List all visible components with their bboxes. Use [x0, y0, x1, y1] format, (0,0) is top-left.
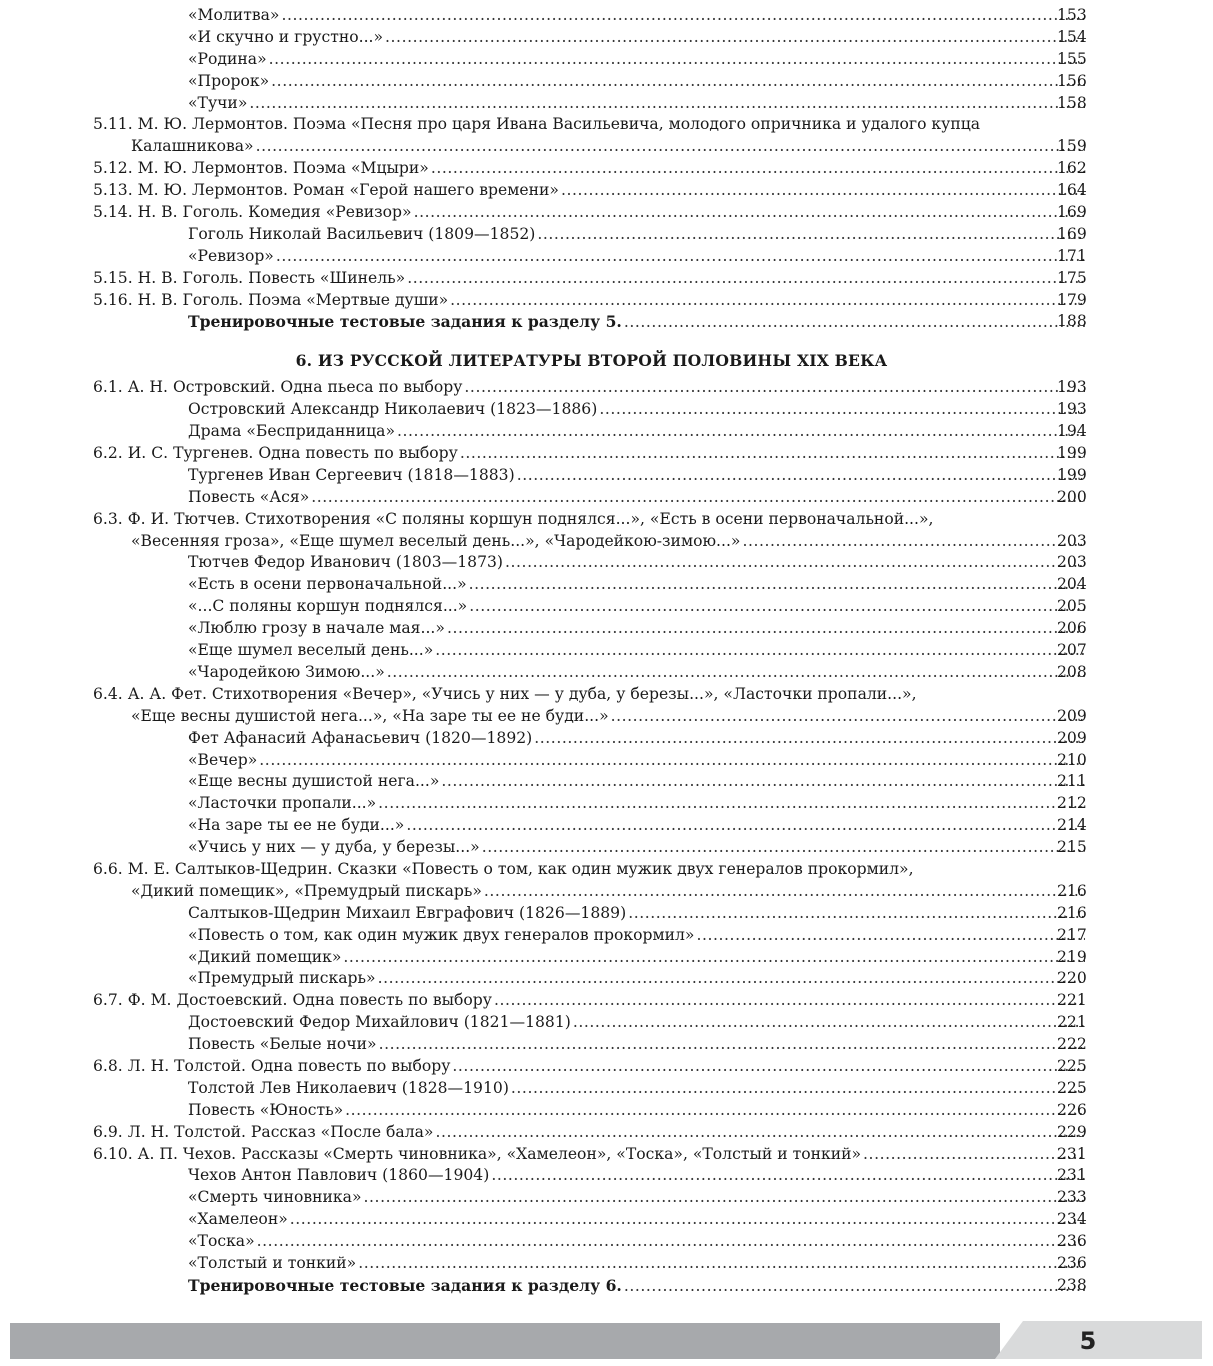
toc-dot-leader — [249, 93, 1085, 115]
toc-entry-page: 203 — [1057, 553, 1087, 572]
toc-entry — [0, 1034, 1213, 1056]
toc-dot-leader — [696, 925, 1085, 947]
toc-entry-page: 194 — [1057, 422, 1087, 441]
toc-dot-leader — [460, 443, 1085, 465]
toc-entry-title: «Дикий помещик», «Премудрый пискарь» — [131, 881, 482, 900]
toc-entry-title: «Есть в осени первоначальной...» — [188, 575, 467, 594]
toc-entry — [0, 180, 1213, 202]
toc-entry-page: 215 — [1057, 838, 1087, 857]
toc-entry-page: 226 — [1057, 1100, 1087, 1119]
toc-entry — [0, 5, 1213, 27]
toc-entry-page: 203 — [1057, 531, 1087, 550]
toc-entry-title: 5.15. Н. В. Гоголь. Повесть «Шинель» — [93, 268, 406, 287]
toc-entry-title: «Повесть о том, как один мужик двух генералов прокормил» — [188, 925, 695, 944]
toc-dot-leader — [385, 27, 1085, 49]
toc-dot-leader — [407, 268, 1085, 290]
toc-entry — [0, 771, 1213, 793]
toc-section-5-entries — [0, 5, 1213, 333]
toc-dot-leader — [464, 377, 1085, 399]
toc-entry — [0, 71, 1213, 93]
toc-entry-title: 6.9. Л. Н. Толстой. Рассказ «После бала» — [93, 1122, 434, 1141]
toc-entry-page: 205 — [1057, 597, 1087, 616]
toc-entry — [0, 881, 1213, 903]
toc-entry — [0, 903, 1213, 925]
toc-dot-leader — [343, 947, 1085, 969]
toc-dot-leader — [628, 903, 1085, 925]
toc-dot-leader — [364, 1187, 1085, 1209]
page-number: 5 — [1079, 1327, 1097, 1355]
toc-dot-leader — [450, 290, 1085, 312]
toc-dot-leader — [259, 750, 1085, 772]
page-footer — [0, 1321, 1213, 1361]
toc-section-6-entries — [0, 377, 1213, 1296]
toc-entry — [0, 837, 1213, 859]
toc-entry-page: 220 — [1057, 969, 1087, 988]
toc-dot-leader — [447, 618, 1085, 640]
toc-entry-title: «И скучно и грустно...» — [188, 27, 384, 46]
toc-entry — [0, 290, 1213, 312]
toc-dot-leader — [290, 1209, 1085, 1231]
toc-dot-leader — [435, 1122, 1085, 1144]
toc-entry-page: 231 — [1057, 1144, 1087, 1163]
toc-entry-page: 238 — [1057, 1275, 1087, 1294]
toc-dot-leader — [378, 968, 1085, 990]
toc-entry — [0, 706, 1213, 728]
toc-dot-leader — [863, 1144, 1085, 1166]
toc-dot-leader — [624, 312, 1085, 334]
toc-dot-leader — [271, 71, 1085, 93]
toc-entry-page: 171 — [1057, 246, 1087, 265]
toc-entry-page: 236 — [1057, 1253, 1087, 1272]
toc-entry — [0, 509, 1213, 531]
toc-entry — [0, 859, 1213, 881]
toc-entry — [0, 925, 1213, 947]
toc-entry-title: Чехов Антон Павлович (1860—1904) — [188, 1166, 490, 1185]
toc-entry — [0, 662, 1213, 684]
toc-entry — [0, 574, 1213, 596]
toc-entry-title: «Вечер» — [188, 750, 258, 769]
toc-dot-leader — [599, 399, 1085, 421]
toc-entry-page: 175 — [1057, 268, 1087, 287]
toc-entry-title: Островский Александр Николаевич (1823—1886) — [188, 400, 598, 419]
toc-entry-title: Достоевский Федор Михайлович (1821—1881) — [188, 1013, 571, 1032]
toc-entry-page: 169 — [1057, 203, 1087, 222]
toc-entry-title: «Дикий помещик» — [188, 947, 342, 966]
toc-entry-page: 207 — [1057, 641, 1087, 660]
toc-dot-leader — [406, 815, 1085, 837]
toc-dot-leader — [505, 552, 1085, 574]
toc-entry-title: 6.4. А. А. Фет. Стихотворения «Вечер», «Учись у них — у дуба, у березы...», «Ласточки пропали...», — [93, 684, 917, 703]
toc-entry-page: 209 — [1057, 706, 1087, 725]
toc-entry — [0, 1078, 1213, 1100]
toc-entry-page: 222 — [1057, 1035, 1087, 1054]
toc-entry — [0, 1209, 1213, 1231]
toc-entry-page: 199 — [1057, 465, 1087, 484]
toc-dot-leader — [276, 246, 1085, 268]
toc-dot-leader — [345, 1100, 1085, 1122]
toc-dot-leader — [311, 487, 1085, 509]
toc-entry-page: 154 — [1057, 27, 1087, 46]
toc-entry — [0, 1231, 1213, 1253]
toc-entry-page: 231 — [1057, 1166, 1087, 1185]
toc-dot-leader — [441, 771, 1085, 793]
toc-dot-leader — [281, 5, 1085, 27]
toc-dot-leader — [511, 1078, 1085, 1100]
toc-entry-page: 193 — [1057, 400, 1087, 419]
toc-entry-title: «Родина» — [188, 49, 267, 68]
toc-entry — [0, 1187, 1213, 1209]
toc-entry — [0, 377, 1213, 399]
toc-entry — [0, 750, 1213, 772]
toc-entry — [0, 1056, 1213, 1078]
toc-entry-page: 211 — [1057, 772, 1087, 791]
toc-entry-page: 212 — [1057, 794, 1087, 813]
toc-dot-leader — [256, 136, 1085, 158]
toc-dot-leader — [573, 1012, 1085, 1034]
toc-entry-title: «Тучи» — [188, 93, 248, 112]
toc-entry — [0, 968, 1213, 990]
toc-entry — [0, 158, 1213, 180]
toc-entry-title: 6.8. Л. Н. Толстой. Одна повесть по выбору — [93, 1056, 451, 1075]
toc-dot-leader — [611, 706, 1085, 728]
toc-dot-leader — [387, 662, 1085, 684]
toc-entry-title: Гоголь Николай Васильевич (1809—1852) — [188, 224, 536, 243]
toc-entry-title: «Ревизор» — [188, 246, 274, 265]
toc-dot-leader — [397, 421, 1085, 443]
toc-entry-title: «Еще шумел веселый день...» — [188, 641, 434, 660]
toc-dot-leader — [469, 574, 1085, 596]
toc-entry — [0, 487, 1213, 509]
toc-dot-leader — [494, 990, 1085, 1012]
toc-entry-page: 200 — [1057, 487, 1087, 506]
toc-entry-title: Драма «Бесприданница» — [188, 422, 396, 441]
toc-entry — [0, 728, 1213, 750]
toc-dot-leader — [537, 224, 1085, 246]
toc-entry-title: Тренировочные тестовые задания к разделу 5. — [188, 312, 622, 332]
toc-entry-page: 217 — [1057, 925, 1087, 944]
toc-entry-page: 229 — [1057, 1122, 1087, 1141]
toc-entry-page: 219 — [1057, 947, 1087, 966]
toc-entry — [0, 1275, 1213, 1297]
toc-dot-leader — [257, 1231, 1085, 1253]
toc-entry-page: 162 — [1057, 159, 1087, 178]
toc-dot-leader — [378, 793, 1085, 815]
toc-entry-title: «Учись у них — у дуба, у березы...» — [188, 838, 480, 857]
toc-entry — [0, 246, 1213, 268]
toc-dot-leader — [624, 1276, 1085, 1298]
toc-entry — [0, 114, 1213, 136]
toc-entry-title: Повесть «Юность» — [188, 1100, 344, 1119]
toc-entry — [0, 399, 1213, 421]
toc-dot-leader — [561, 180, 1085, 202]
toc-entry-title: 6.3. Ф. И. Тютчев. Стихотворения «С поляны коршун поднялся...», «Есть в осени первоначальной...», — [93, 509, 934, 528]
toc-entry-page: 164 — [1057, 181, 1087, 200]
toc-entry-title: Фет Афанасий Афанасьевич (1820—1892) — [188, 728, 533, 747]
toc-entry-title: 5.11. М. Ю. Лермонтов. Поэма «Песня про царя Ивана Васильевича, молодого опричника и удалого купца — [93, 115, 981, 134]
toc-entry-title: Толстой Лев Николаевич (1828—1910) — [188, 1078, 509, 1097]
toc-entry-title: «Еще весны душистой нега...» — [188, 772, 440, 791]
toc-entry — [0, 684, 1213, 706]
toc-entry — [0, 224, 1213, 246]
toc-entry — [0, 1100, 1213, 1122]
toc-entry — [0, 1253, 1213, 1275]
toc-entry-title: 6.7. Ф. М. Достоевский. Одна повесть по выбору — [93, 991, 492, 1010]
toc-entry-page: 214 — [1057, 816, 1087, 835]
toc-entry-page: 221 — [1057, 1013, 1087, 1032]
toc-entry — [0, 93, 1213, 115]
toc-entry-title: 6.6. М. Е. Салтыков-Щедрин. Сказки «Повесть о том, как один мужик двух генералов прокормил», — [93, 859, 914, 878]
toc-entry — [0, 49, 1213, 71]
toc-dot-leader — [469, 596, 1085, 618]
toc-entry-title: «Еще весны душистой нега...», «На заре ты ее не буди...» — [131, 706, 609, 725]
toc-entry-title: 5.13. М. Ю. Лермонтов. Роман «Герой нашего времени» — [93, 181, 559, 200]
toc-dot-leader — [517, 465, 1085, 487]
toc-entry — [0, 136, 1213, 158]
toc-entry-title: 5.12. М. Ю. Лермонтов. Поэма «Мцыри» — [93, 159, 429, 178]
toc-entry-page: 153 — [1057, 6, 1087, 24]
toc-entry-page: 221 — [1057, 991, 1087, 1010]
toc-dot-leader — [358, 1253, 1085, 1275]
toc-entry-page: 209 — [1057, 728, 1087, 747]
toc-entry-page: 199 — [1057, 444, 1087, 463]
toc-entry-title: 6.1. А. Н. Островский. Одна пьеса по выбору — [93, 378, 463, 397]
toc-entry — [0, 552, 1213, 574]
toc-entry-title: «Смерть чиновника» — [188, 1188, 362, 1207]
toc-entry — [0, 27, 1213, 49]
toc-entry-title: Повесть «Ася» — [188, 487, 310, 506]
toc-entry-page: 210 — [1057, 750, 1087, 769]
toc-dot-leader — [269, 49, 1085, 71]
toc-entry — [0, 596, 1213, 618]
toc-entry-page: 225 — [1057, 1078, 1087, 1097]
toc-entry-title: «Пророк» — [188, 71, 270, 90]
toc-entry — [0, 531, 1213, 553]
section-heading: 6. ИЗ РУССКОЙ ЛИТЕРАТУРЫ ВТОРОЙ ПОЛОВИНЫ XIX ВЕКА — [295, 351, 888, 371]
toc-entry-title: «Ласточки пропали...» — [188, 794, 377, 813]
toc-entry-title: «Хамелеон» — [188, 1210, 288, 1229]
toc-dot-leader — [742, 531, 1085, 553]
toc-entry-title: «Толстый и тонкий» — [188, 1253, 357, 1272]
table-of-contents — [0, 5, 1213, 1297]
toc-entry-title: «На заре ты ее не буди...» — [188, 816, 405, 835]
toc-entry — [0, 815, 1213, 837]
toc-entry-page: 158 — [1057, 93, 1087, 112]
toc-entry-page: 216 — [1057, 881, 1087, 900]
toc-entry-page: 155 — [1057, 49, 1087, 68]
toc-entry-title: Салтыков-Щедрин Михаил Евграфович (1826—1889) — [188, 903, 627, 922]
toc-entry-page: 204 — [1057, 575, 1087, 594]
toc-dot-leader — [431, 158, 1085, 180]
toc-entry-page: 216 — [1057, 903, 1087, 922]
toc-dot-leader — [534, 728, 1085, 750]
toc-dot-leader — [491, 1165, 1085, 1187]
toc-entry-page: 234 — [1057, 1210, 1087, 1229]
toc-entry-title: «Люблю грозу в начале мая...» — [188, 619, 445, 638]
toc-entry-title: 5.14. Н. В. Гоголь. Комедия «Ревизор» — [93, 203, 412, 222]
toc-entry-title: 6.10. А. П. Чехов. Рассказы «Смерть чиновника», «Хамелеон», «Тоска», «Толстый и тонкий» — [93, 1144, 862, 1163]
toc-entry-title: 5.16. Н. В. Гоголь. Поэма «Мертвые души» — [93, 290, 449, 309]
toc-dot-leader — [435, 640, 1085, 662]
toc-entry-page: 208 — [1057, 662, 1087, 681]
toc-dot-leader — [452, 1056, 1085, 1078]
toc-dot-leader — [379, 1034, 1085, 1056]
toc-entry-title: 6.2. И. С. Тургенев. Одна повесть по выбору — [93, 444, 458, 463]
toc-entry-page: 169 — [1057, 224, 1087, 243]
toc-entry-page: 179 — [1057, 290, 1087, 309]
toc-entry-page: 159 — [1057, 137, 1087, 156]
toc-entry — [0, 465, 1213, 487]
toc-entry — [0, 1165, 1213, 1187]
toc-entry — [0, 618, 1213, 640]
toc-dot-leader — [484, 881, 1085, 903]
toc-entry — [0, 947, 1213, 969]
toc-entry-title: «Весенняя гроза», «Еще шумел веселый день...», «Чародейкою-зимою...» — [131, 531, 741, 550]
toc-entry-title: Калашникова» — [131, 137, 254, 156]
toc-entry-title: Тютчев Федор Иванович (1803—1873) — [188, 553, 504, 572]
toc-entry — [0, 990, 1213, 1012]
toc-entry-page: 236 — [1057, 1232, 1087, 1251]
toc-entry-title: «...С поляны коршун поднялся...» — [188, 597, 468, 616]
toc-entry-title: «Премудрый пискарь» — [188, 969, 376, 988]
toc-entry-title: «Чародейкою Зимою...» — [188, 662, 385, 681]
toc-entry-page: 188 — [1057, 312, 1087, 331]
toc-entry — [0, 311, 1213, 333]
toc-entry — [0, 1012, 1213, 1034]
toc-entry-page: 156 — [1057, 71, 1087, 90]
toc-entry-page: 206 — [1057, 619, 1087, 638]
toc-entry-title: Повесть «Белые ночи» — [188, 1035, 377, 1054]
toc-entry-title: «Тоска» — [188, 1232, 255, 1251]
toc-entry — [0, 202, 1213, 224]
toc-dot-leader — [414, 202, 1085, 224]
toc-entry — [0, 268, 1213, 290]
toc-entry-page: 225 — [1057, 1056, 1087, 1075]
toc-entry-title: «Молитва» — [188, 6, 280, 24]
footer-bar — [10, 1323, 1000, 1359]
toc-entry — [0, 1144, 1213, 1166]
toc-entry — [0, 1122, 1213, 1144]
toc-dot-leader — [482, 837, 1085, 859]
toc-entry — [0, 640, 1213, 662]
toc-entry-title: Тургенев Иван Сергеевич (1818—1883) — [188, 465, 515, 484]
toc-entry-page: 233 — [1057, 1188, 1087, 1207]
toc-entry — [0, 793, 1213, 815]
toc-entry-title: Тренировочные тестовые задания к разделу 6. — [188, 1275, 622, 1295]
toc-entry — [0, 421, 1213, 443]
toc-entry — [0, 443, 1213, 465]
toc-entry-page: 193 — [1057, 378, 1087, 397]
